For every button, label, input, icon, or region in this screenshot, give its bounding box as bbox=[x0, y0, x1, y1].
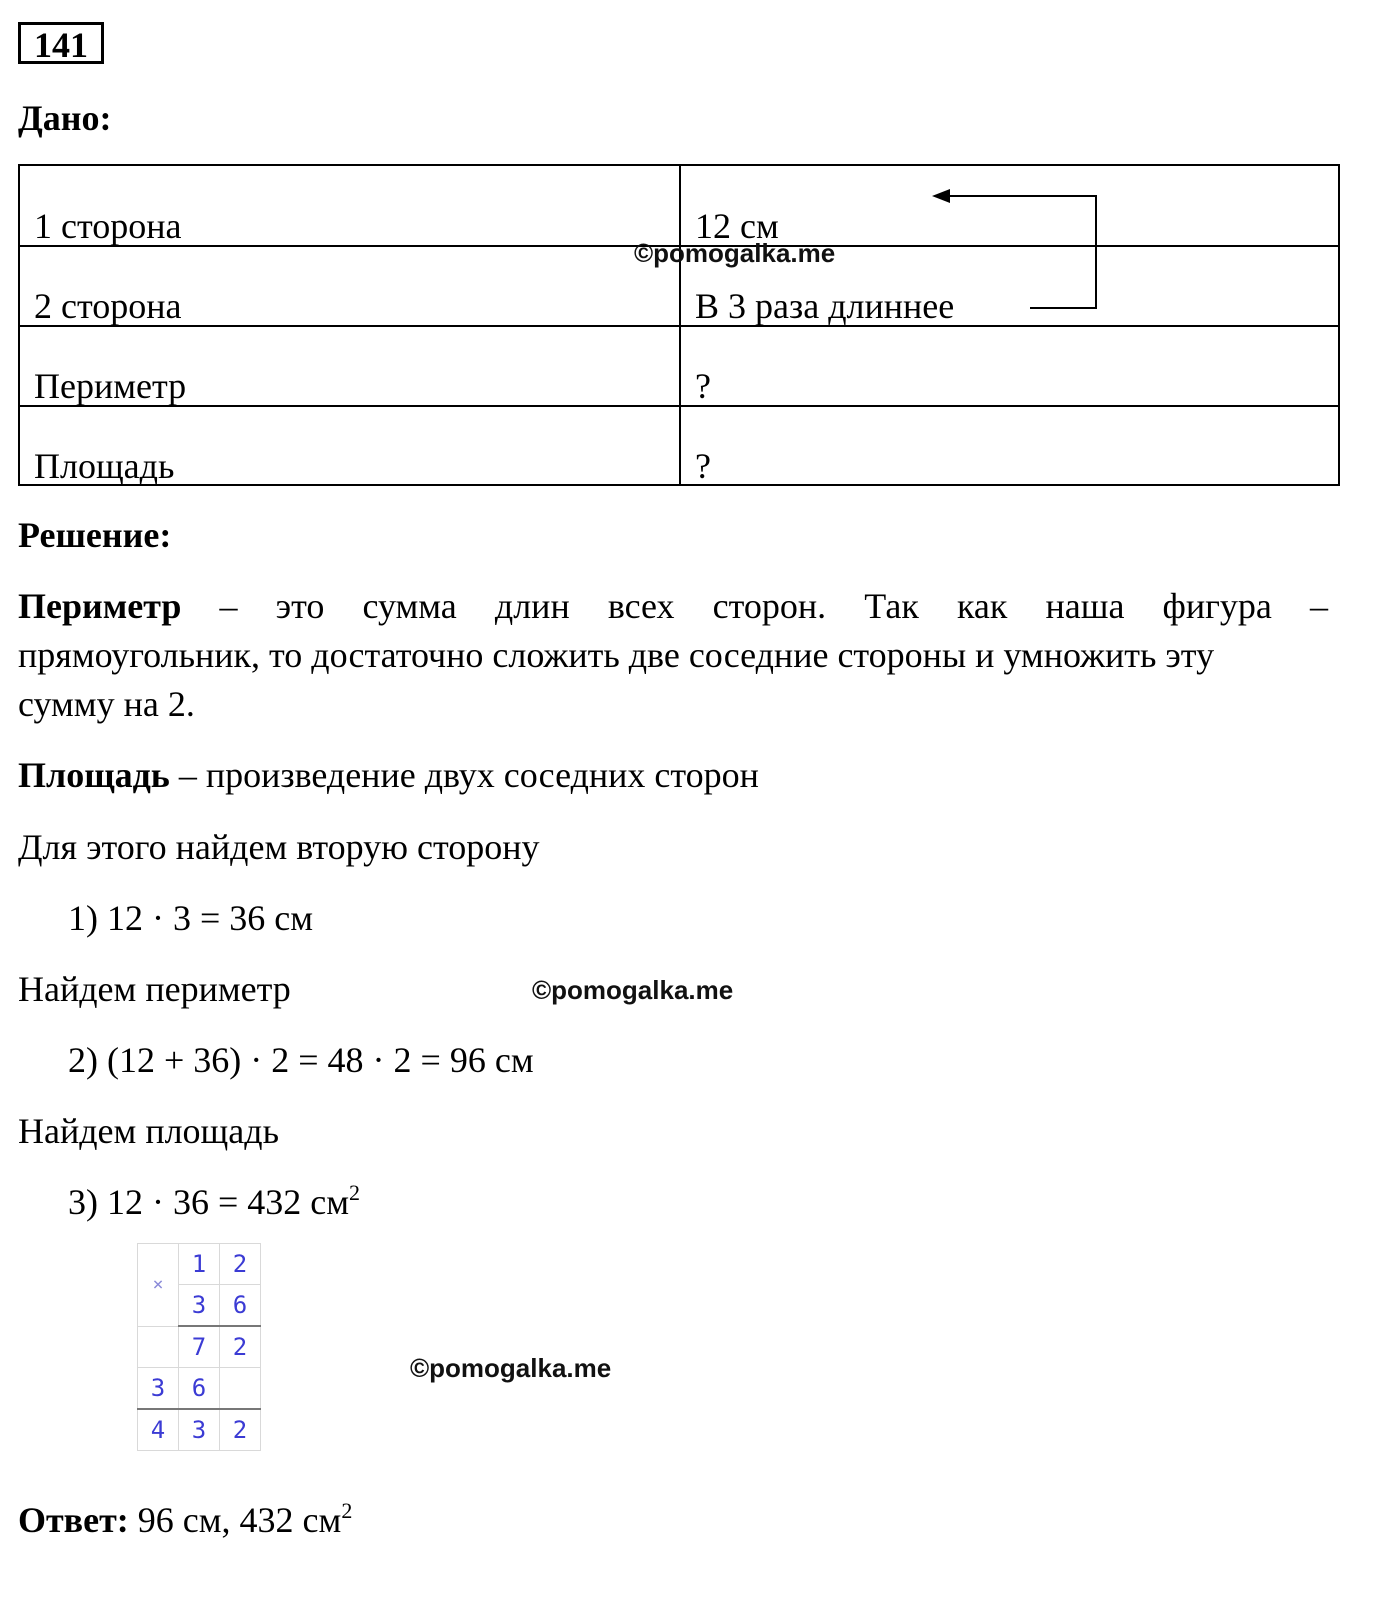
digit-cell bbox=[220, 1368, 261, 1410]
given-value-side1: 12 см bbox=[695, 206, 779, 246]
given-table bbox=[18, 164, 1340, 486]
perimeter-term: Периметр bbox=[18, 586, 182, 626]
step-intro-1: Для этого найдем вторую сторону bbox=[18, 827, 540, 867]
column-multiplication bbox=[137, 1243, 261, 1451]
digit-cell: 2 bbox=[220, 1409, 261, 1451]
given-value-area: ? bbox=[695, 446, 711, 486]
answer bbox=[18, 1498, 353, 1540]
digit-cell bbox=[138, 1326, 179, 1368]
multiply-operator: × bbox=[138, 1244, 179, 1327]
perimeter-definition bbox=[18, 582, 1328, 729]
given-heading: Дано: bbox=[18, 98, 112, 138]
watermark: ©pomogalka.me bbox=[634, 238, 836, 268]
digit-cell: 6 bbox=[179, 1368, 220, 1410]
digit-cell: 7 bbox=[179, 1326, 220, 1368]
step-3-text: 3) 12 · 36 = 432 см bbox=[68, 1182, 350, 1222]
area-term: Площадь bbox=[18, 755, 170, 795]
digit-cell: 2 bbox=[220, 1326, 261, 1368]
digit-cell: 3 bbox=[179, 1409, 220, 1451]
step-intro-3: Найдем площадь bbox=[18, 1111, 279, 1151]
digit-cell: 1 bbox=[179, 1244, 220, 1285]
given-value-side2: В 3 раза длиннее bbox=[695, 286, 955, 326]
step-3-superscript: 2 bbox=[349, 1180, 361, 1205]
solution-heading: Решение: bbox=[18, 515, 172, 555]
watermark: ©pomogalka.me bbox=[532, 975, 734, 1005]
answer-text: 96 см, 432 см bbox=[137, 1500, 342, 1540]
perimeter-text-line3: сумму на 2. bbox=[18, 684, 195, 724]
step-3 bbox=[68, 1180, 361, 1222]
given-label-side2: 2 сторона bbox=[34, 286, 182, 326]
relation-arrow-icon bbox=[920, 182, 1110, 317]
area-definition bbox=[18, 757, 759, 793]
given-label-side1: 1 сторона bbox=[34, 206, 182, 246]
answer-superscript: 2 bbox=[341, 1498, 353, 1523]
watermark: ©pomogalka.me bbox=[410, 1353, 612, 1383]
perimeter-text-line1: – это сумма длин всех сторон. Так как наша фигура – bbox=[219, 586, 1329, 626]
table-column-divider bbox=[679, 166, 681, 484]
digit-cell: 2 bbox=[220, 1244, 261, 1285]
digit-cell: 4 bbox=[138, 1409, 179, 1451]
given-value-perimeter: ? bbox=[695, 366, 711, 406]
perimeter-text-line2: прямоугольник, то достаточно сложить две соседние стороны и умножить эту bbox=[18, 635, 1215, 675]
digit-cell: 3 bbox=[179, 1285, 220, 1327]
digit-cell: 3 bbox=[138, 1368, 179, 1410]
given-label-area: Площадь bbox=[34, 446, 175, 486]
given-label-perimeter: Периметр bbox=[34, 366, 187, 406]
answer-label: Ответ: bbox=[18, 1500, 129, 1540]
step-intro-2: Найдем периметр bbox=[18, 969, 291, 1009]
digit-cell: 6 bbox=[220, 1285, 261, 1327]
step-2: 2) (12 + 36) · 2 = 48 · 2 = 96 см bbox=[68, 1040, 534, 1080]
problem-number: 141 bbox=[18, 22, 104, 64]
area-text: – произведение двух соседних сторон bbox=[178, 755, 759, 795]
step-1: 1) 12 · 3 = 36 см bbox=[68, 898, 314, 938]
